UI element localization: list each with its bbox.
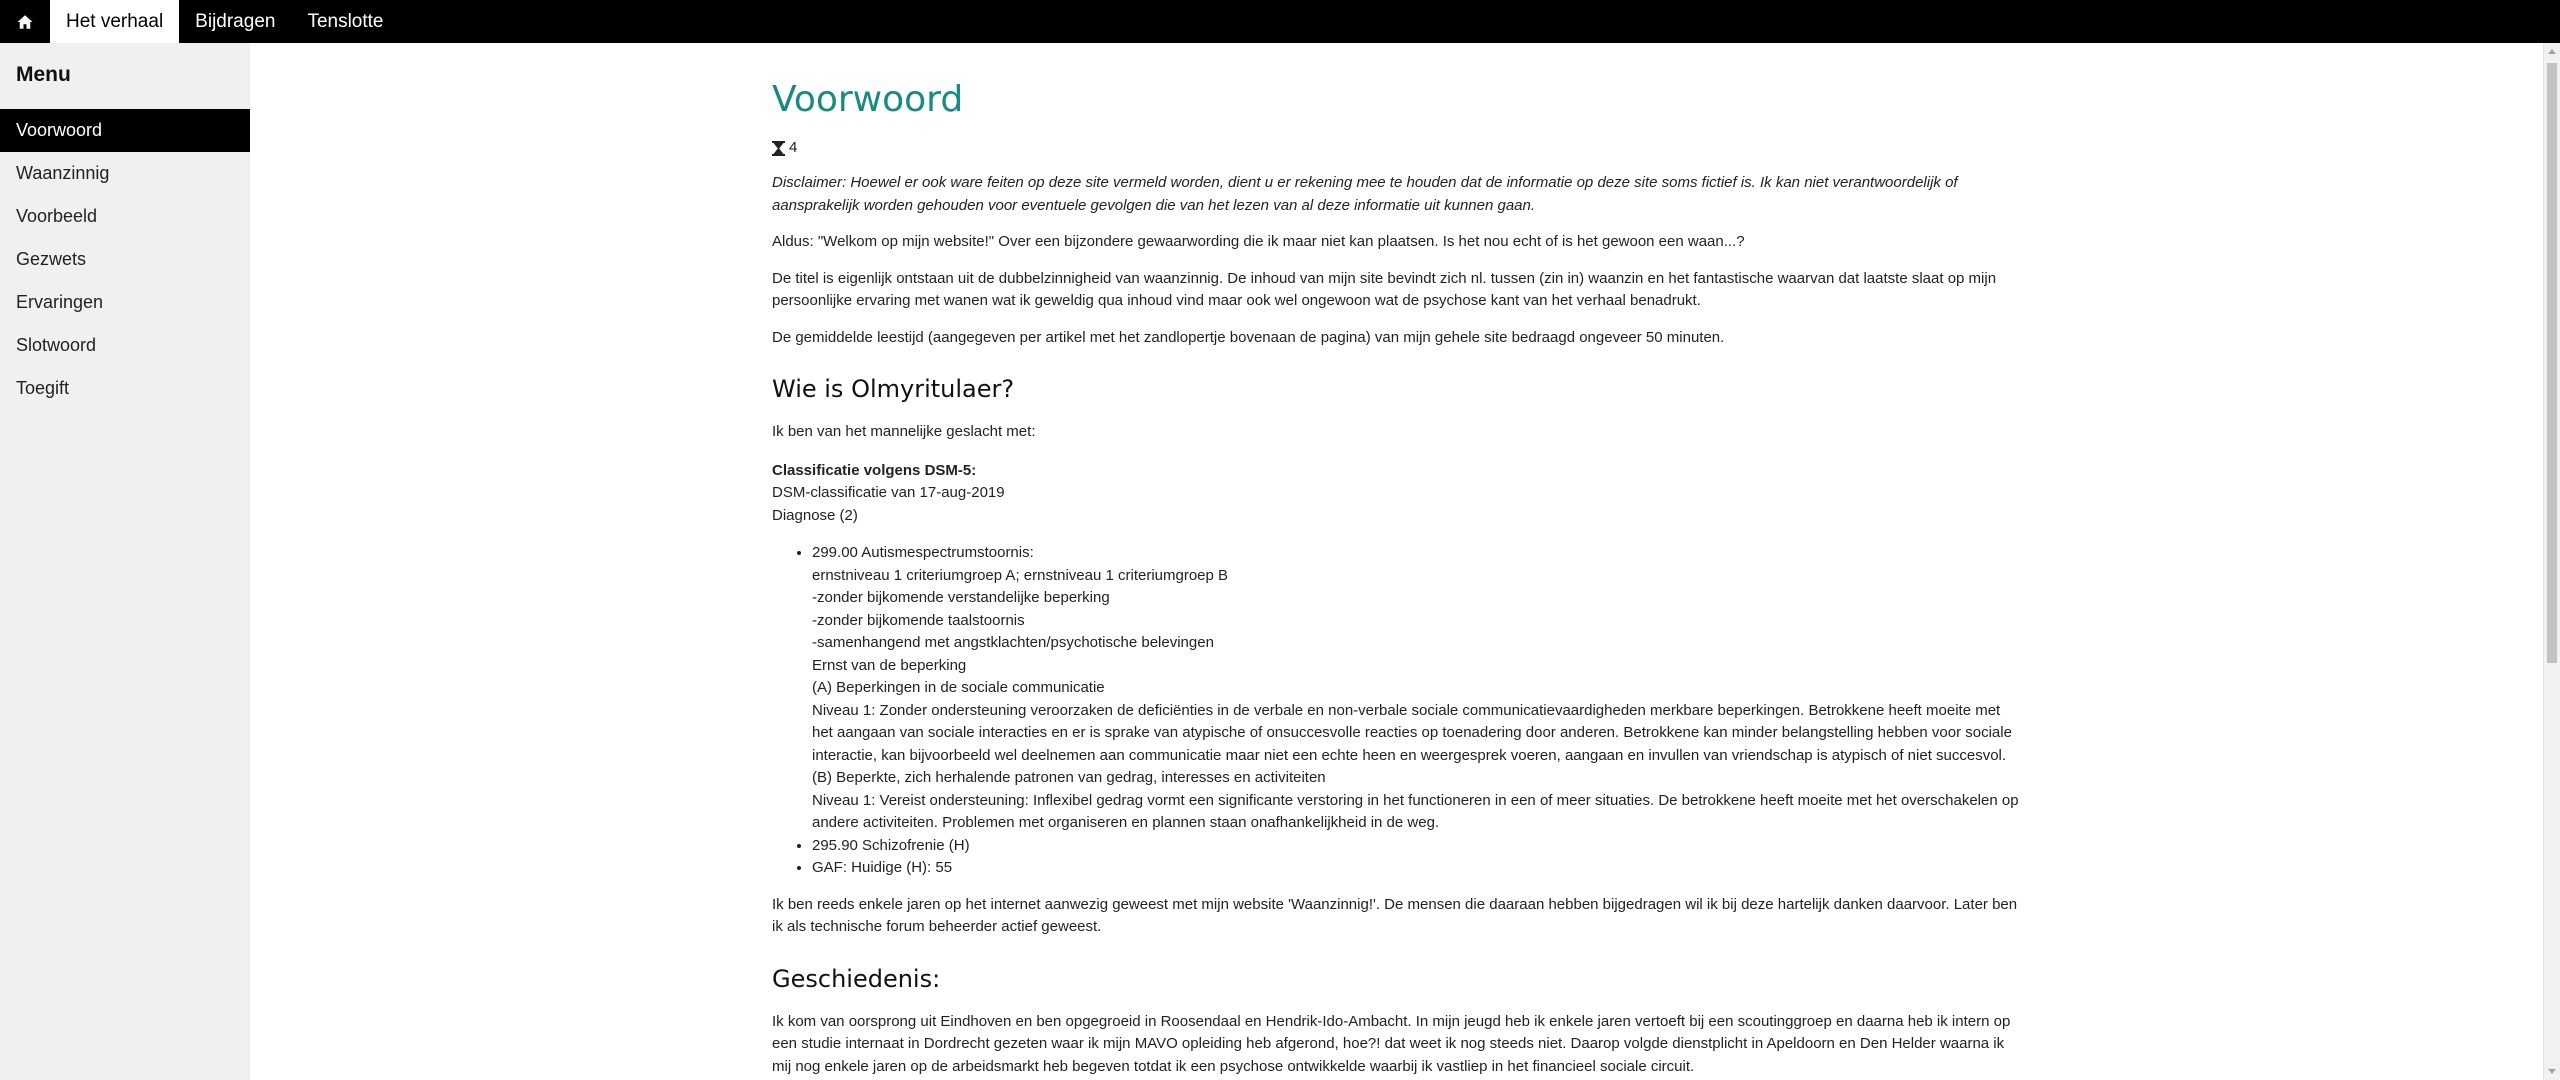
nav-bijdragen[interactable]: Bijdragen <box>195 10 276 32</box>
home-button[interactable] <box>0 0 50 43</box>
diagnosis-line: -zonder bijkomende verstandelijke beperking <box>812 589 1110 606</box>
section-outro: Ik ben reeds enkele jaren op het internet aanwezig geweest met mijn website 'Waanzinnig!'. De mensen die daaraan hebben bijgedragen wil ik bij deze hartelijk danken daarvoor. Later ben ik als technische forum beheerder actief geweest. <box>772 895 2018 935</box>
sidebar-item-ervaringen[interactable]: Ervaringen <box>16 292 104 312</box>
sidebar-title: Menu <box>16 63 71 86</box>
dsm-block <box>772 460 2020 528</box>
diagnosis-line: ernstniveau 1 criteriumgroep A; ernstniveau 1 criteriumgroep B <box>812 566 1229 584</box>
dsm-heading: Classificatie volgens DSM-5: <box>772 461 977 479</box>
diagnosis-line: Ernst van de beperking <box>812 656 967 674</box>
intro-paragraph-3: De gemiddelde leestijd (aangegeven per artikel met het zandlopertje bovenaan de pagina) van mijn gehele site bedraagd ongeveer 50 minuten. <box>772 328 1725 346</box>
page-title: Voorwoord <box>772 79 964 120</box>
diagnosis-line: -samenhangend met angstklachten/psychotische belevingen <box>812 634 1214 651</box>
sidebar-item-waanzinnig[interactable]: Waanzinnig <box>16 163 110 183</box>
nav-het-verhaal[interactable]: Het verhaal <box>50 0 179 43</box>
sidebar-item-toegift[interactable]: Toegift <box>16 378 70 398</box>
section-intro: Ik ben van het mannelijke geslacht met: <box>772 423 1036 440</box>
intro-paragraph-2: De titel is eigenlijk ontstaan uit de dubbelzinnigheid van waanzinnig. De inhoud van mijn site bevindt zich nl. tussen (zin in) waanzin en het fantastische waarvan dat laatste slaat op mijn persoonlijke ervaring met wanen wat ik geweldig qua inhoud vind maar ook wel ongewoon wat de psychose kant van het verhaal benadrukt. <box>772 269 1997 309</box>
top-navigation <box>0 0 2560 43</box>
article <box>772 43 2020 1078</box>
sidebar-item-slotwoord[interactable]: Slotwoord <box>16 335 97 355</box>
scroll-up-arrow[interactable] <box>2544 43 2560 60</box>
list-item <box>812 835 2020 858</box>
page-scrollbar[interactable] <box>2543 43 2560 1080</box>
dsm-date: DSM-classificatie van 17-aug-2019 <box>772 484 1005 501</box>
home-icon <box>16 13 34 31</box>
diagnosis-line: • GAF: Huidige (H): 55 <box>812 859 953 876</box>
diagnosis-line: • 299.00 Autismespectrumstoornis: <box>812 544 1034 561</box>
diagnosis-line: Niveau 1: Zonder ondersteuning veroorzaken de deficiënties in de verbale en non-verbale sociale communicatievaardigheden merkbare beperkingen. Betrokkene heeft moeite met het aangaan van sociale interacties en er is sprake van atypische of onsuccesvolle reacties op toenadering door anderen. Betrokkene kan minder belangstelling hebben voor sociale interactie, kan bijvoorbeeld wel deelnemen aan communicatie maar niet een echte heen en weergesprek voeren, aangaan en invullen van vriendschap is atypisch of niet succesvol. <box>812 701 2012 764</box>
diagnosis-list <box>772 542 2020 880</box>
diagnosis-line: -zonder bijkomende taalstoornis <box>812 611 1025 629</box>
list-item <box>812 542 2020 835</box>
list-item <box>812 857 2020 880</box>
sidebar-item-gezwets[interactable]: Gezwets <box>16 249 87 269</box>
section-heading-geschiedenis: Geschiedenis: <box>772 964 941 993</box>
diagnosis-line: • 295.90 Schizofrenie (H) <box>812 836 970 854</box>
scroll-down-arrow[interactable] <box>2544 1063 2560 1080</box>
diagnosis-line: (B) Beperkte, zich herhalende patronen van gedrag, interesses en activiteiten <box>812 769 1326 786</box>
history-paragraph: Ik kom van oorsprong uit Eindhoven en ben opgegroeid in Roosendaal en Hendrik-Ido-Ambacht. In mijn jeugd heb ik enkele jaren vertoeft bij een scoutinggroep en daarna heb ik intern op een studie internaat in Dordrecht gezeten waar ik mijn MAVO opleiding heb afgerond, hoe?! dat weet ik nog steeds niet. Daarop volgde dienstplicht in Apeldoorn en Den Helder waarna ik mij nog enkele jaren op de arbeidsmarkt heb begeven totdat ik een psychose ontwikkelde waarbij ik vastliep in het financieel sociale circuit. <box>772 1012 2011 1075</box>
sidebar-item-voorbeeld[interactable]: Voorbeeld <box>16 206 98 226</box>
triangle-up-icon <box>2548 49 2556 54</box>
reading-time <box>772 137 2020 159</box>
nav-tenslotte[interactable]: Tenslotte <box>307 10 384 32</box>
diagnosis-line: Niveau 1: Vereist ondersteuning: Inflexibel gedrag vormt een significante verstoring in het functioneren in een of meer situaties. De betrokkene heeft moeite met het overschakelen op andere activiteiten. Problemen met organiseren en plannen staan onafhankelijkheid in de weg. <box>812 791 2019 831</box>
sidebar <box>0 43 250 1080</box>
scrollbar-thumb[interactable] <box>2547 63 2557 663</box>
dsm-diagnose: Diagnose (2) <box>772 506 858 524</box>
sidebar-item-voorwoord[interactable]: Voorwoord <box>0 109 250 152</box>
section-heading-wie: Wie is Olmyritulaer? <box>772 375 1015 403</box>
diagnosis-line: (A) Beperkingen in de sociale communicatie <box>812 679 1105 696</box>
reading-time-value: 4 <box>789 138 798 156</box>
disclaimer: Disclaimer: Hoewel er ook ware feiten op deze site vermeld worden, dient u er rekening mee te houden dat de informatie op deze site soms fictief is. Ik kan niet verantwoordelijk of aansprakelijk worden gehouden voor eventuele gevolgen die van het lezen van al deze informatie uit kunnen gaan. <box>772 174 1958 214</box>
triangle-down-icon <box>2548 1069 2556 1074</box>
intro-paragraph-1: Aldus: "Welkom op mijn website!" Over een bijzondere gewaarwording die ik maar niet kan plaatsen. Is het nou echt of is het gewoon een waan...? <box>772 233 1745 250</box>
hourglass-icon <box>772 141 785 156</box>
